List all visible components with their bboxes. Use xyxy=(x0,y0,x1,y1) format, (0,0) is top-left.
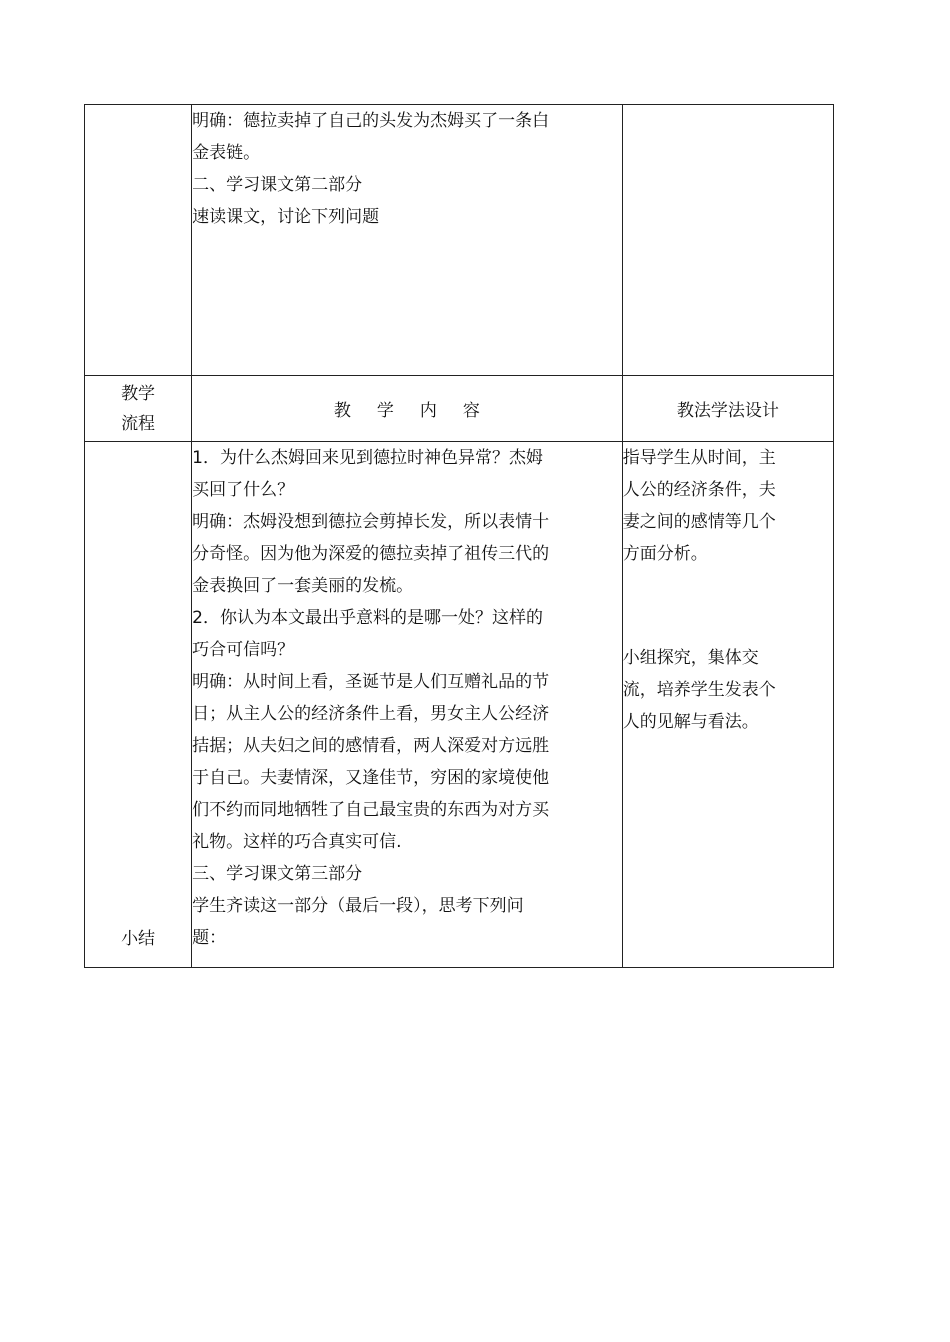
header-teaching-content xyxy=(192,376,623,442)
method-cell-notes xyxy=(622,442,833,968)
section-heading: 三、学习课文第三部分 xyxy=(192,864,363,884)
section-heading: 二、学习课文第二部分 xyxy=(192,175,363,195)
lesson-plan-table xyxy=(84,104,834,968)
content-line: 速读课文，讨论下列问题 xyxy=(192,207,380,227)
content-line: 金表链。 xyxy=(192,143,261,163)
method-line: 流，培养学生发表个 xyxy=(622,680,776,700)
table-row xyxy=(85,442,834,968)
content-line: 拮据；从夫妇之间的感情看，两人深爱对方远胜 xyxy=(192,736,550,756)
header-label-line: 流程 xyxy=(121,413,156,434)
method-line: 指导学生从时间，主 xyxy=(622,448,776,468)
content-line: 日；从主人公的经济条件上看，男女主人公经济 xyxy=(192,704,550,724)
table-row xyxy=(85,105,834,376)
header-label: 教学内容 xyxy=(333,401,506,421)
method-line: 人公的经济条件，夫 xyxy=(622,480,776,500)
content-line: 们不约而同地牺牲了自己最宝贵的东西为对方买 xyxy=(192,800,550,820)
content-line: 明确：从时间上看，圣诞节是人们互赠礼品的节 xyxy=(192,672,550,692)
content-line: 分奇怪。因为他为深爱的德拉卖掉了祖传三代的 xyxy=(192,544,550,564)
summary-label: 小结 xyxy=(121,929,156,949)
content-line: 题： xyxy=(192,928,227,948)
content-line: 金表换回了一套美丽的发梳。 xyxy=(192,576,414,596)
content-line: 明确：德拉卖掉了自己的头发为杰姆买了一条白 xyxy=(192,111,550,131)
method-line: 人的见解与看法。 xyxy=(622,712,759,732)
content-line: 明确：杰姆没想到德拉会剪掉长发，所以表情十 xyxy=(192,512,550,532)
header-teaching-flow xyxy=(85,376,192,442)
content-line: 于自己。夫妻情深，又逢佳节，穷困的家境使他 xyxy=(192,768,550,788)
flow-cell-summary xyxy=(85,442,192,968)
method-line: 小组探究，集体交 xyxy=(622,648,759,668)
content-cell-part2-questions xyxy=(192,442,623,968)
content-line: 巧合可信吗？ xyxy=(192,640,295,660)
content-line: 2．你认为本文最出乎意料的是哪一处？这样的 xyxy=(192,608,543,628)
method-line: 方面分析。 xyxy=(622,544,708,564)
content-line: 礼物。这样的巧合真实可信. xyxy=(192,832,402,852)
content-line: 买回了什么？ xyxy=(192,480,295,500)
flow-cell-empty xyxy=(85,105,192,376)
header-label-line: 教学 xyxy=(121,383,156,404)
spacer xyxy=(623,570,833,642)
content-cell-part2 xyxy=(192,105,623,376)
method-line: 妻之间的感情等几个 xyxy=(622,512,776,532)
method-cell-empty xyxy=(622,105,833,376)
content-line: 学生齐读这一部分（最后一段），思考下列问 xyxy=(192,896,524,916)
table-header-row xyxy=(85,376,834,442)
header-teaching-method xyxy=(622,376,833,442)
header-label: 教法学法设计 xyxy=(676,401,779,421)
content-line: 1．为什么杰姆回来见到德拉时神色异常？杰姆 xyxy=(192,448,543,468)
